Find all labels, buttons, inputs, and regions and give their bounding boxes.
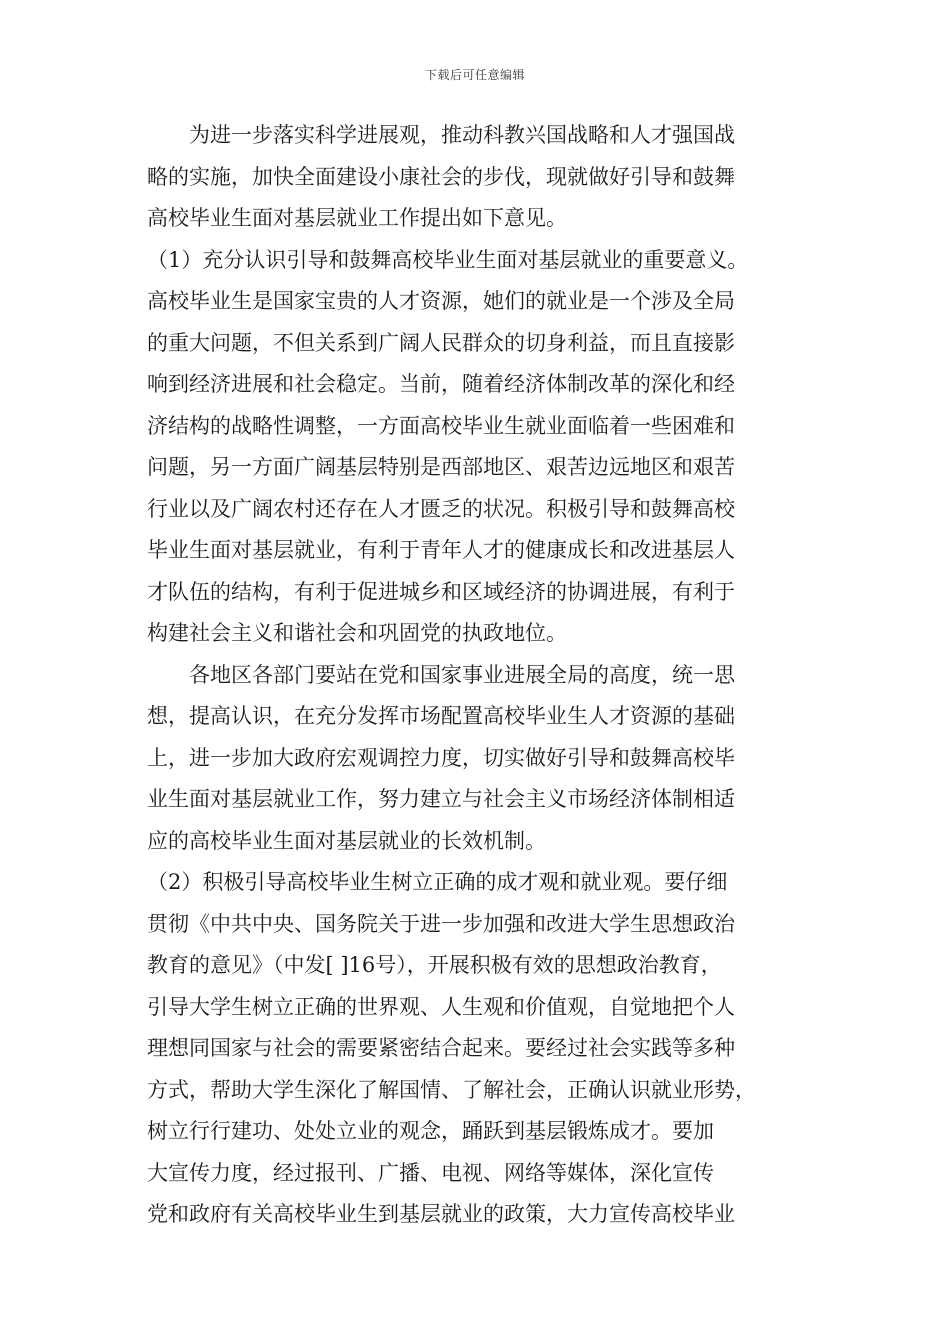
text-line: 理想同国家与社会的需要紧密结合起来。要经过社会实践等多种: [147, 1036, 735, 1060]
text-line: 高校毕业生是国家宝贵的人才资源，她们的就业是一个涉及全局: [147, 289, 735, 313]
text-line: （1）充分认识引导和鼓舞高校毕业生面对基层就业的重要意义。: [147, 247, 749, 272]
text-line: 高校毕业生面对基层就业工作提出如下意见。: [147, 206, 567, 230]
text-line: 问题，另一方面广阔基层特别是西部地区、艰苦边远地区和艰苦: [147, 455, 735, 479]
text-line: 树立行行建功、处处立业的观念，踊跃到基层锻炼成才。要加: [147, 1119, 714, 1143]
page-header: 下载后可任意编辑: [424, 68, 525, 82]
text-line: 大宣传力度，经过报刊、广播、电视、网络等媒体，深化宣传: [147, 1160, 714, 1185]
text-line: 贯彻《中共中央、国务院关于进一步加强和改进大学生思想政治: [147, 911, 735, 936]
text-line: 济结构的战略性调整，一方面高校毕业生就业面临着一些困难和: [147, 413, 735, 438]
text-line: 略的实施，加快全面建设小康社会的步伐，现就做好引导和鼓舞: [147, 164, 735, 189]
text-line: 引导大学生树立正确的世界观、人生观和价值观，自觉地把个人: [147, 994, 735, 1019]
text-line: 构建社会主义和谐社会和巩固党的执政地位。: [147, 621, 567, 645]
document-body: [147, 115, 819, 1236]
text-line: 应的高校毕业生面对基层就业的长效机制。: [147, 828, 546, 853]
text-line: 各地区各部门要站在党和国家事业进展全局的高度，统一思: [147, 662, 735, 687]
text-line: 想，提高认识，在充分发挥市场配置高校毕业生人才资源的基础: [147, 704, 735, 728]
text-line: 业生面对基层就业工作，努力建立与社会主义市场经济体制相适: [147, 787, 735, 811]
text-line: 响到经济进展和社会稳定。当前，随着经济体制改革的深化和经: [147, 372, 735, 396]
text-line: 党和政府有关高校毕业生到基层就业的政策，大力宣传高校毕业: [147, 1202, 735, 1226]
text-line: 教育的意见》（中发[ ]16号），开展积极有效的思想政治教育，: [147, 953, 722, 977]
text-line: 为进一步落实科学进展观，推动科教兴国战略和人才强国战: [147, 123, 735, 147]
text-line: 毕业生面对基层就业，有利于青年人才的健康成长和改进基层人: [147, 538, 735, 562]
text-line: 方式，帮助大学生深化了解国情、了解社会，正确认识就业形势，: [147, 1077, 756, 1102]
text-line: 行业以及广阔农村还存在人才匮乏的状况。积极引导和鼓舞高校: [147, 496, 735, 521]
text-line: 上，进一步加大政府宏观调控力度，切实做好引导和鼓舞高校毕: [147, 745, 735, 770]
text-line: （2）积极引导高校毕业生树立正确的成才观和就业观。要仔细: [147, 870, 728, 894]
text-line: 的重大问题，不但关系到广阔人民群众的切身利益，而且直接影: [147, 330, 735, 355]
text-line: 才队伍的结构，有利于促进城乡和区域经济的协调进展，有利于: [147, 579, 735, 604]
